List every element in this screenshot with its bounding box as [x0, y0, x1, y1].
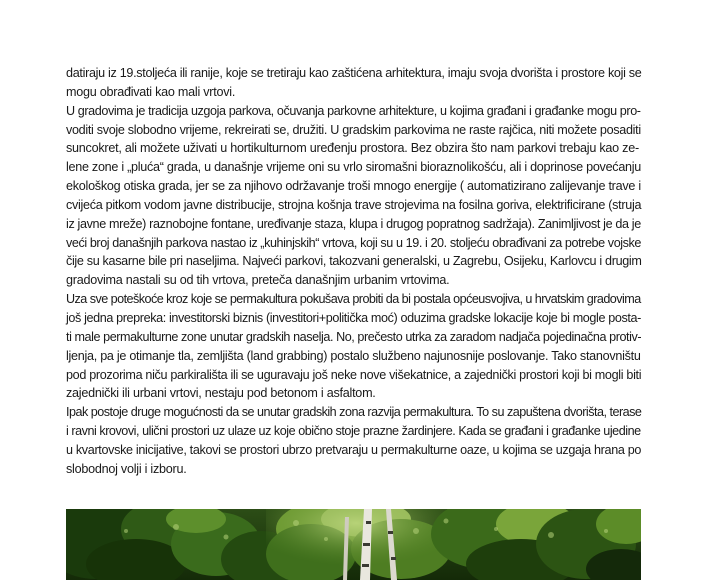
- text-line: veći broj današnjih parkova nastao iz „kuhinjskih“ vrtova, koji su u 19. i 20. stoljeću obrađivani za potrebe vojske: [66, 235, 642, 250]
- text-line: Ipak postoje druge mogućnosti da se unutar gradskih zona razvija permakultura. To su zapuštena dvorišta, terase: [66, 405, 642, 420]
- text-line: u kvartovske inicijative, takovi se prostori ubrzo pretvaraju u permakulturne oaze, u kojima se uzgaja hrana po: [66, 442, 642, 457]
- text-line: i ravni krovovi, ulični prostori uz ulaze uz koje obično stoje prazne žardinjere. Kada se građani i građanke ujedine: [66, 424, 641, 439]
- text-line: cvijeća pitkom vodom javne distribucije, strojna košnja trave strojevima na fosilna goriva, elektrificirane (struja: [66, 197, 642, 212]
- text-line: čije su kasarne bile pri naseljima. Najveći parkovi, takozvani generalski, u Zagrebu, Osijeku, Karlovcu i drugim: [66, 254, 642, 269]
- text-line: U gradovima je tradicija uzgoja parkova, očuvanja parkovne arhitekture, u kojima građani i građanke mogu pro-: [66, 103, 641, 118]
- text-line: mogu obrađivati kao mali vrtovi.: [66, 84, 236, 99]
- text-line: voditi svoje slobodno vrijeme, rekreirati se, družiti. U gradskim parkovima ne raste rajčica, niti možete posaditi: [66, 122, 641, 137]
- text-line: lene zone i „pluća“ grada, u današnje vrijeme oni su vrlo siromašni bioraznolikošću, ali i doprinose povećanju: [66, 160, 642, 175]
- text-line: ekološkog otiska grada, jer se za njihovo održavanje troši mnogo energije ( automatizirano zalijevanje trave i: [66, 179, 641, 194]
- text-line: datiraju iz 19.stoljeća ili ranije, koje se tretiraju kao zaštićena arhitektura, imaju svoja dvorišta i prostore koji se: [66, 66, 642, 80]
- text-line: Uza sve poteškoće kroz koje se permakultura pokušava probiti da bi postala općeusvojiva, u hrvatskim gradovima: [66, 292, 641, 307]
- text-line: zajednički ili urbani vrtovi, nestaju pod betonom i asfaltom.: [66, 386, 376, 401]
- paragraph-2: [66, 102, 641, 290]
- birch-trees-photo: [66, 509, 641, 580]
- paragraph-4: [66, 403, 641, 478]
- foliage-illustration: [66, 509, 641, 580]
- paragraph-1: [66, 64, 641, 102]
- paragraph-3: [66, 290, 641, 403]
- text-line: još jedna prepreka: investitorski biznis (investitori+politička moć) oduzima gradske lokacije koje bi mogle posta-: [66, 310, 641, 325]
- text-line: pod prozorima niču parkirališta ili se uguravaju još neke nove višekatnice, a zajednički prostori koji bi mogli biti: [66, 367, 642, 382]
- text-line: ti male permakulturne zone unutar gradskih naselja. No, prečesto utrka za zaradom nadjača pojedinačna protiv-: [66, 329, 642, 344]
- text-line: iz javne mreže) raznobojne fontane, uređivanje staza, klupa i drugog popratnog sadržaja). Zanimljivost je da je: [66, 216, 641, 231]
- text-line: slobodnoj volji i izboru.: [66, 461, 187, 476]
- text-line: gradovima nastali su od tih vrtova, preteča današnjim urbanim vrtovima.: [66, 273, 450, 288]
- central-canopy: [266, 509, 451, 580]
- text-line: suncokret, ali možete uživati u hortikulturnom uređenju prostora. Bez obzira što nam parkovi trebaju kao ze-: [66, 141, 639, 156]
- text-line: ljenja, pa je otimanje tla, zemljišta (land grabbing) postalo službeno najunosnije poslovanje. Tako stanovništu: [66, 348, 641, 363]
- article-body: [66, 64, 641, 479]
